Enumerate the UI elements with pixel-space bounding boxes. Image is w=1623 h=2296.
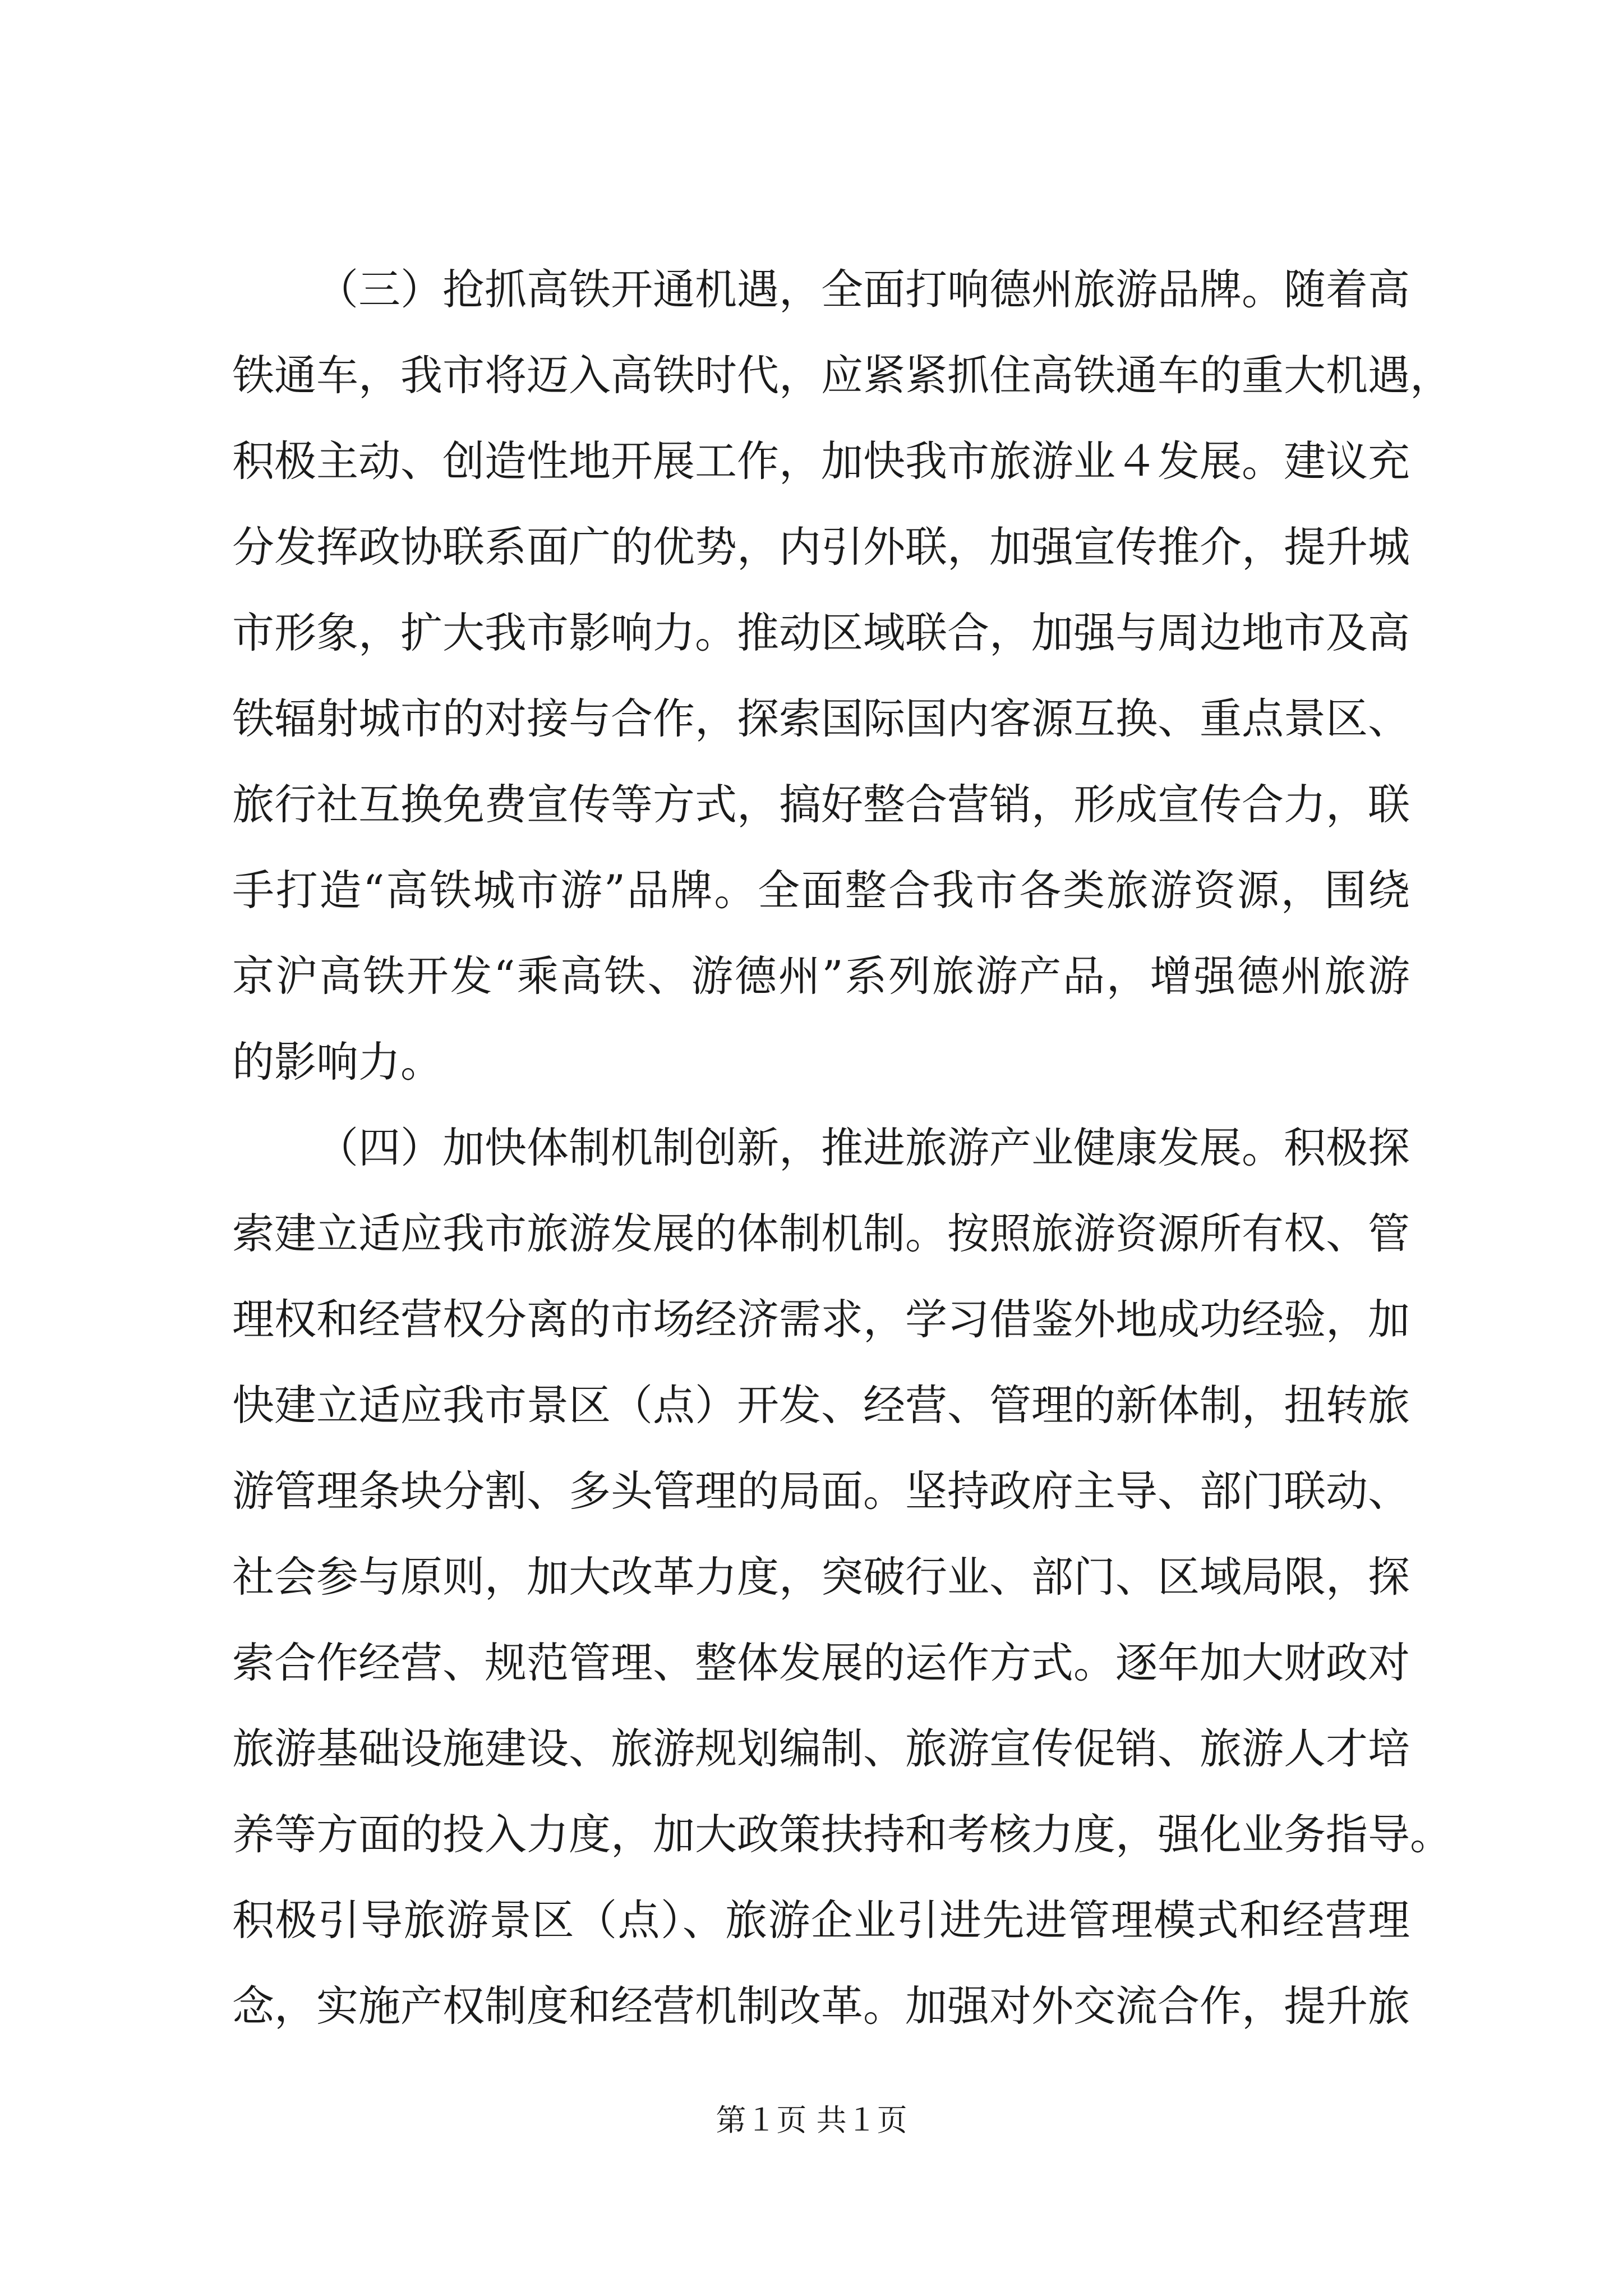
text-line: 旅游基础设施建设、旅游规划编制、旅游宣传促销、旅游人才培: [232, 1724, 1410, 1773]
text-line: 索建立适应我市旅游发展的体制机制。按照旅游资源所有权、管: [232, 1209, 1410, 1258]
text-line: 的影响力。: [232, 1037, 443, 1087]
page-number-footer: 第１页 共１页: [716, 2102, 907, 2138]
paragraph-4-heading-line: （四）加快体制机制创新，推进旅游产业健康发展。积极探: [316, 1123, 1410, 1172]
text-line: 铁辐射城市的对接与合作，探索国际国内客源互换、重点景区、: [232, 694, 1410, 743]
text-line: 游管理条块分割、多头管理的局面。坚持政府主导、部门联动、: [232, 1466, 1410, 1516]
text-line: 手打造“高铁城市游”品牌。全面整合我市各类旅游资源，围绕: [232, 866, 1410, 915]
body-text: [232, 247, 1453, 2049]
text-line: 快建立适应我市景区（点）开发、经营、管理的新体制，扭转旅: [232, 1381, 1410, 1430]
text-line: 积极引导旅游景区（点）、旅游企业引进先进管理模式和经营理: [232, 1895, 1410, 1945]
text-line: 分发挥政协联系面广的优势，内引外联，加强宣传推介，提升城: [232, 522, 1410, 572]
text-line: 理权和经营权分离的市场经济需求，学习借鉴外地成功经验，加: [232, 1295, 1410, 1344]
text-line: 索合作经营、规范管理、整体发展的运作方式。逐年加大财政对: [232, 1638, 1410, 1687]
text-line: 铁通车，我市将迈入高铁时代，应紧紧抓住高铁通车的重大机遇，: [232, 351, 1453, 400]
text-line: 积极主动、创造性地开展工作，加快我市旅游业４发展。建议充: [232, 436, 1410, 486]
text-line: 养等方面的投入力度，加大政策扶持和考核力度，强化业务指导。: [232, 1810, 1453, 1859]
paragraph-3-heading-line: （三）抢抓高铁开通机遇，全面打响德州旅游品牌。随着高: [316, 265, 1410, 314]
text-line: 市形象，扩大我市影响力。推动区域联合，加强与周边地市及高: [232, 608, 1410, 657]
text-line: 念，实施产权制度和经营机制改革。加强对外交流合作，提升旅: [232, 1981, 1410, 2031]
text-line: 京沪高铁开发“乘高铁、游德州”系列旅游产品，增强德州旅游: [232, 951, 1410, 1001]
text-line: 旅行社互换免费宣传等方式，搞好整合营销，形成宣传合力，联: [232, 780, 1410, 829]
text-line: 社会参与原则，加大改革力度，突破行业、部门、区域局限，探: [232, 1552, 1410, 1602]
